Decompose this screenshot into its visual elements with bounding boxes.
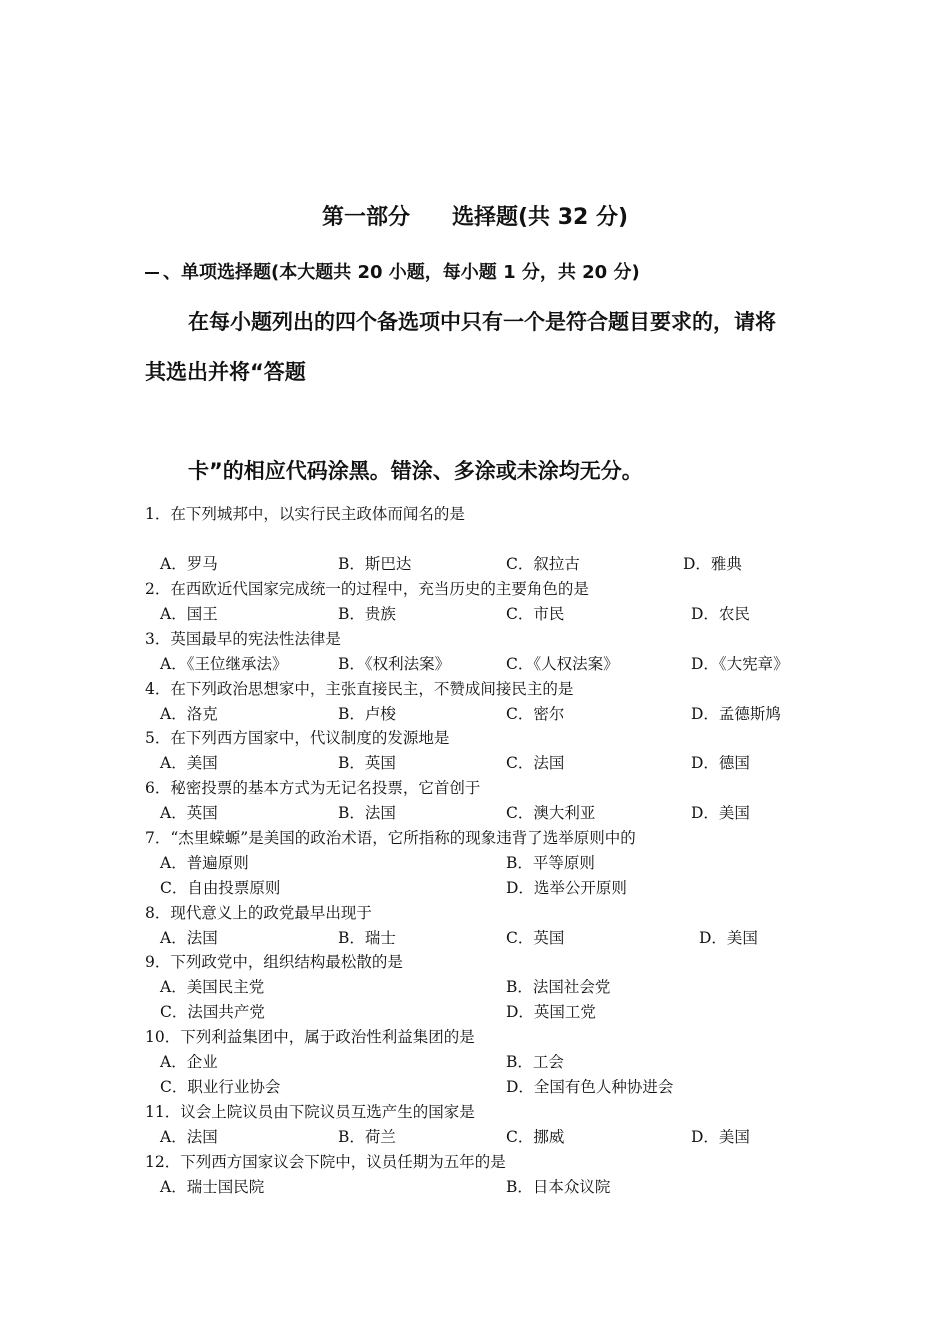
question-stem: 7．“杰里蝾螈”是美国的政治术语，它所指称的现象违背了选举原则中的: [145, 829, 636, 847]
option-b: B．卢梭: [338, 705, 396, 723]
option-d: D．《大宪章》: [691, 655, 789, 673]
option-d: D．农民: [691, 605, 750, 623]
option-d: D．选举公开原则: [506, 879, 627, 897]
question-stem: 9．下列政党中，组织结构最松散的是: [145, 953, 403, 971]
question-stem: 2．在西欧近代国家完成统一的过程中，充当历史的主要角色的是: [145, 580, 589, 598]
option-a: A．美国民主党: [160, 978, 265, 996]
option-b: B．斯巴达: [338, 555, 412, 573]
option-a: A．罗马: [160, 555, 218, 573]
instruction-line-2: 其选出并将“答题: [145, 360, 306, 384]
question-stem: 5．在下列西方国家中，代议制度的发源地是: [145, 729, 450, 747]
option-c: C．密尔: [506, 705, 565, 723]
option-d: D．美国: [699, 929, 758, 947]
instruction-line-1: 在每小题列出的四个备选项中只有一个是符合题目要求的，请将: [188, 310, 776, 334]
option-c: C．叙拉古: [506, 555, 580, 573]
option-d: D．全国有色人种协进会: [506, 1078, 674, 1096]
option-a: A．企业: [160, 1053, 218, 1071]
option-a: A．洛克: [160, 705, 218, 723]
instruction-line-3: 卡”的相应代码涂黑。错涂、多涂或未涂均无分。: [188, 459, 643, 483]
option-c: C．《人权法案》: [506, 655, 619, 673]
option-b: B．法国社会党: [506, 978, 611, 996]
option-c: C．市民: [506, 605, 565, 623]
question-stem: 6．秘密投票的基本方式为无记名投票，它首创于: [145, 779, 481, 797]
option-c: C．法国: [506, 754, 565, 772]
option-d: D．美国: [691, 804, 750, 822]
part-title: [0, 200, 950, 231]
option-c: C．英国: [506, 929, 565, 947]
option-a: A．美国: [160, 754, 218, 772]
part-name: 选择题(共 32 分): [451, 205, 629, 230]
option-c: C．澳大利亚: [506, 804, 596, 822]
question-stem: 3．英国最早的宪法性法律是: [145, 630, 341, 648]
question-stem: 10．下列利益集团中，属于政治性利益集团的是: [145, 1028, 475, 1046]
option-a: A．法国: [160, 1128, 218, 1146]
option-c: C．职业行业协会: [160, 1078, 281, 1096]
option-c: C．自由投票原则: [160, 879, 281, 897]
question-stem: 8．现代意义上的政党最早出现于: [145, 904, 372, 922]
option-d: D．英国工党: [506, 1003, 596, 1021]
option-b: B．日本众议院: [506, 1178, 611, 1196]
option-a: A．法国: [160, 929, 218, 947]
question-stem: 12．下列西方国家议会下院中，议员任期为五年的是: [145, 1153, 506, 1171]
option-d: D．雅典: [683, 555, 742, 573]
option-a: A．普遍原则: [160, 854, 249, 872]
option-b: B．工会: [506, 1053, 564, 1071]
question-stem: 1．在下列城邦中，以实行民主政体而闻名的是: [145, 505, 465, 523]
section-number-blank: [145, 272, 159, 274]
question-stem: 11．议会上院议员由下院议员互选产生的国家是: [145, 1103, 475, 1121]
option-b: B．瑞士: [338, 929, 396, 947]
part-label: 第一部分: [321, 205, 410, 230]
option-b: B．英国: [338, 754, 396, 772]
option-a: A．英国: [160, 804, 218, 822]
option-d: D．美国: [691, 1128, 750, 1146]
option-b: B．法国: [338, 804, 396, 822]
option-a: A．《王位继承法》: [160, 655, 288, 673]
option-c: C．挪威: [506, 1128, 565, 1146]
option-b: B．平等原则: [506, 854, 595, 872]
section-title: [145, 258, 640, 284]
section-text: 单项选择题(本大题共 20 小题，每小题 1 分，共 20 分): [181, 262, 640, 283]
option-a: A．瑞士国民院: [160, 1178, 265, 1196]
option-c: C．法国共产党: [160, 1003, 265, 1021]
option-b: B．贵族: [338, 605, 396, 623]
option-d: D．德国: [691, 754, 750, 772]
option-d: D．孟德斯鸠: [691, 705, 781, 723]
option-b: B．《权利法案》: [338, 655, 451, 673]
section-prefix: 、: [163, 262, 181, 283]
option-b: B．荷兰: [338, 1128, 396, 1146]
option-a: A．国王: [160, 605, 218, 623]
question-stem: 4．在下列政治思想家中，主张直接民主，不赞成间接民主的是: [145, 680, 574, 698]
